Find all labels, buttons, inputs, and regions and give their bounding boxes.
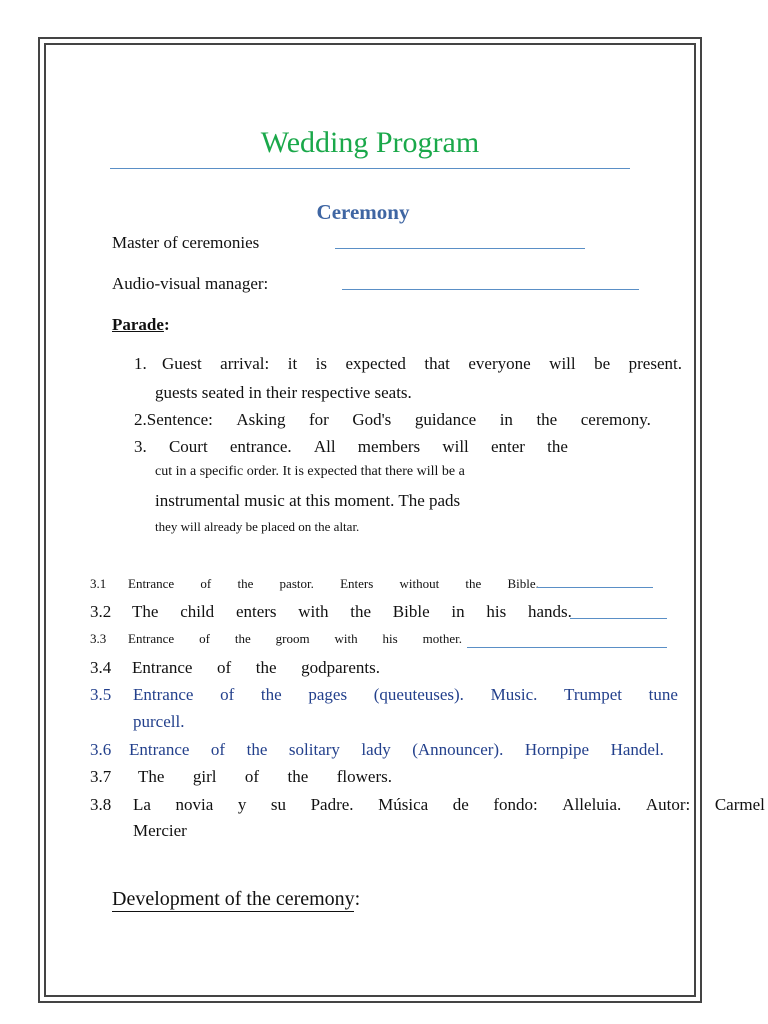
sub-item-3-6: Entrance of the solitary lady (Announcer). Hornpipe Handel. bbox=[129, 740, 664, 759]
item-3-line-3: instrumental music at this moment. The pads bbox=[155, 491, 461, 510]
section-heading-ceremony: Ceremony bbox=[316, 200, 410, 224]
sub-item-3-2: The child enters with the Bible in his hands. bbox=[132, 602, 572, 621]
page-border-inner bbox=[44, 43, 696, 997]
parade-heading: Parade: bbox=[112, 315, 170, 334]
item-1-line-1: Guest arrival: it is expected that everyone will be present. bbox=[162, 354, 682, 373]
title-rule bbox=[110, 168, 630, 169]
development-heading: Development of the ceremony: bbox=[112, 888, 361, 910]
sub-item-3-8-line-2: Mercier bbox=[133, 821, 187, 840]
item-2: 2.Sentence: Asking for God's guidance in the ceremony. bbox=[134, 410, 651, 429]
sub-item-3-2-number: 3.2 bbox=[90, 602, 112, 621]
sub-item-3-1-number: 3.1 bbox=[90, 576, 107, 591]
sub-item-3-5-number: 3.5 bbox=[90, 685, 112, 704]
sub-item-3-5-line-1: Entrance of the pages (queuteuses). Music. Trumpet tune bbox=[133, 685, 678, 704]
sub-item-3-8-line-1: La novia y su Padre. Música de fondo: Alleluia. Autor: Carmel bbox=[133, 795, 765, 814]
sub-item-3-7-number: 3.7 bbox=[90, 767, 112, 786]
sub-item-3-3-number: 3.3 bbox=[90, 631, 107, 646]
audio-visual-manager-blank bbox=[342, 289, 639, 290]
item-1-number: 1. bbox=[134, 354, 147, 373]
sub-item-3-1: Entrance of the pastor. Enters without the Bible. bbox=[128, 576, 539, 591]
item-1-line-2: guests seated in their respective seats. bbox=[155, 383, 412, 402]
sub-item-3-6-number: 3.6 bbox=[90, 740, 112, 759]
item-3-line-4: they will already be placed on the altar. bbox=[155, 519, 360, 534]
page-title: Wedding Program bbox=[260, 126, 480, 159]
development-underline bbox=[112, 911, 354, 912]
item-3-line-2: cut in a specific order. It is expected that there will be a bbox=[155, 464, 465, 479]
sub-item-3-4-number: 3.4 bbox=[90, 658, 112, 677]
sub-item-3-7: The girl of the flowers. bbox=[138, 767, 392, 786]
audio-visual-manager-label: Audio-visual manager: bbox=[112, 274, 269, 293]
sub-item-3-1-blank bbox=[537, 587, 653, 588]
sub-item-3-8-number: 3.8 bbox=[90, 795, 112, 814]
sub-item-3-3: Entrance of the groom with his mother. bbox=[128, 631, 462, 646]
master-of-ceremonies-blank bbox=[335, 248, 585, 249]
sub-item-3-2-blank bbox=[570, 618, 667, 619]
master-of-ceremonies-label: Master of ceremonies bbox=[112, 233, 260, 252]
sub-item-3-5-line-2: purcell. bbox=[133, 712, 185, 731]
sub-item-3-4: Entrance of the godparents. bbox=[132, 658, 380, 677]
item-3-line-1: 3. Court entrance. All members will enter the bbox=[134, 437, 568, 456]
sub-item-3-3-blank bbox=[467, 647, 667, 648]
